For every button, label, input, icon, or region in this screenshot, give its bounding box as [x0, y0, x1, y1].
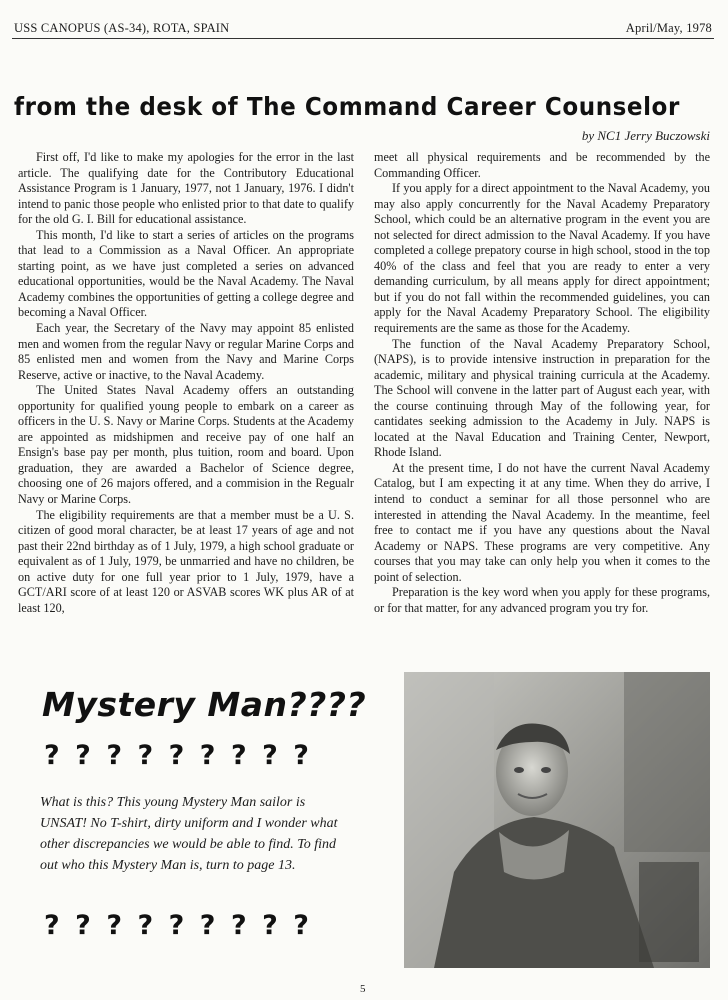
paragraph: First off, I'd like to make my apologies for the error in the last article. The qualifying date for the Contributory Educational Assistance Program is 1 January, 1977, not 1 January, 1976. I didn't intend to panic those people who enlisted prior to that date to qualify for the old G. I. Bill for educational assistance. — [18, 150, 354, 227]
article-column-left — [18, 150, 354, 616]
mystery-man-photo — [404, 672, 710, 968]
page-number: 5 — [360, 983, 366, 995]
question-marks-bottom: ????????? — [44, 910, 325, 941]
article-headline: from the desk of The Command Career Counselor — [14, 92, 680, 121]
question-marks-top: ????????? — [44, 740, 325, 771]
mystery-man-text: What is this? This young Mystery Man sailor is UNSAT! No T-shirt, dirty uniform and I wonder what other discrepancies we would be able to find. To find out who this Mystery Man is, turn to page 13. — [40, 795, 338, 873]
publication-name: USS CANOPUS (AS-34), ROTA, SPAIN — [14, 21, 230, 35]
paragraph: The function of the Naval Academy Preparatory School, (NAPS), is to provide intensive instruction in preparation for the academic, military and physical training curricula at the Academy. The School will convene in the latter part of August each year, with the course continuing through May of the following year, for cantidates seeking admission to the Academy in July. NAPS is located at the Naval Education and Training Center, Newport, Rhode Island. — [374, 336, 710, 460]
paragraph: The United States Naval Academy offers an outstanding opportunity for qualified young people to embark on a career as officers in the U. S. Navy or Marine Corps. Students at the Academy are appointed as midshipmen and receive pay of one half an Ensign's base pay per month, plus tuition, room and board. Upon graduation, they are awarded a Bachelor of Science degree, choosing one of 26 majors offered, and a commision in the Regualr Navy or Marine Corps. — [18, 383, 354, 507]
sailor-photo-graphic — [404, 672, 710, 968]
paragraph: This month, I'd like to start a series of articles on the programs that lead to a Commission as a Naval Officer. An appropriate starting point, as we have just completed a series on advanced educational opportunities, would be the Naval Academy. The Naval Academy combines the opportunities of getting a college degree and becoming a Naval Officer. — [18, 227, 354, 320]
paragraph: At the present time, I do not have the current Naval Academy Catalog, but I am expecting it at any time. When they do arrive, I intend to conduct a seminar for all those personnel who are interested in attending the Naval Academy. In the meantime, feel free to contact me if you have any questions about the Naval Academy or NAPS. These programs are very competitive. Any courses that you may take can only help you when it comes to the point of selection. — [374, 460, 710, 584]
paragraph: Preparation is the key word when you apply for these programs, or for that matter, for any advanced program you try for. — [374, 585, 710, 615]
page-header — [12, 18, 714, 39]
paragraph: Each year, the Secretary of the Navy may appoint 85 enlisted men and women from the regular Navy or regular Marine Corps and 85 enlisted men and women from the Navy and Marine Corps Reserve, active or inactive, to the Naval Academy. — [18, 321, 354, 382]
article-column-right — [374, 150, 710, 616]
paragraph: The eligibility requirements are that a member must be a U. S. citizen of good moral character, be at least 17 years of age and not past their 22nd birthday as of 1 July, 1979, a high school graduate or equivalent as of 1 July, 1979, be unmarried and have no children, be on active duty for one full year prior to 1 July, 1979, have a GCT/ARI score of at least 120 or ASVAB scores WK plus AR of at least 120, — [18, 507, 354, 615]
issue-date: April/May, 1978 — [625, 21, 712, 35]
mystery-man-title: Mystery Man???? — [42, 685, 367, 724]
paragraph-continuation: meet all physical requirements and be recommended by the Commanding Officer. — [374, 150, 710, 180]
paragraph: If you apply for a direct appointment to the Naval Academy, you may also apply concurrently for the Naval Academy Preparatory School, which could be an alternative program in the event you are not selected for direct admission to the Naval Academy. If you have completed a college prepatory course in high school, stood in the top 40% of the class and feel that you are ready to enter a very demanding curriculum, by all means apply for direct appointment; but if you do not fall within the recommended guidelines, you can apply for the Naval Academy Preparatory School. The eligibility requirements are the same as those for the Academy. — [374, 181, 710, 336]
article-byline: by NC1 Jerry Buczowski — [581, 128, 710, 143]
